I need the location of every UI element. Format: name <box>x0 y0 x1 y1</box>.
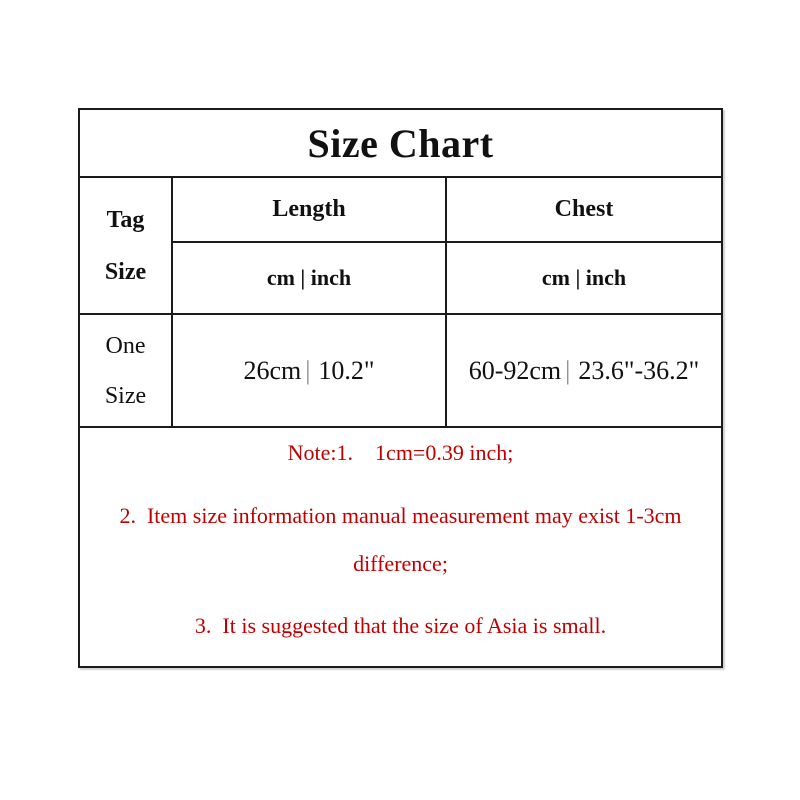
note-line-1: Note:1. 1cm=0.39 inch; <box>287 440 514 466</box>
size-chart-table <box>78 108 723 668</box>
notes-cell <box>79 427 722 667</box>
tag-header-line2: Size <box>104 258 147 285</box>
note-line-2: 2. Item size information manual measurement may exist 1-3cm difference; <box>119 502 688 576</box>
chest-value-cell <box>446 314 722 427</box>
table-row <box>79 314 722 427</box>
length-value-cell <box>172 314 446 427</box>
title-row <box>79 109 722 177</box>
size-name-cell <box>79 314 172 427</box>
tag-header-line1: Tag <box>106 206 145 233</box>
note-line-3: 3. It is suggested that the size of Asia is small. <box>194 613 607 639</box>
value-separator: | <box>305 355 311 385</box>
unit-row <box>79 242 722 314</box>
length-unit-label: cm | inch <box>172 242 446 314</box>
column-header-row <box>79 177 722 242</box>
value-separator: | <box>565 355 571 385</box>
tag-size-header-cell <box>79 177 172 314</box>
chest-cm-value: 60-92cm <box>468 355 562 385</box>
chest-column-header: Chest <box>446 177 722 242</box>
length-column-header: Length <box>172 177 446 242</box>
length-cm-value: 26cm <box>243 355 302 385</box>
length-inch-value: 10.2" <box>318 355 375 385</box>
size-name-line2: Size <box>104 382 147 409</box>
chest-unit-label: cm | inch <box>446 242 722 314</box>
chest-inch-value: 23.6"-36.2" <box>578 355 700 385</box>
size-name-line1: One <box>105 332 146 359</box>
notes-row <box>79 427 722 667</box>
page-title: Size Chart <box>79 109 722 177</box>
